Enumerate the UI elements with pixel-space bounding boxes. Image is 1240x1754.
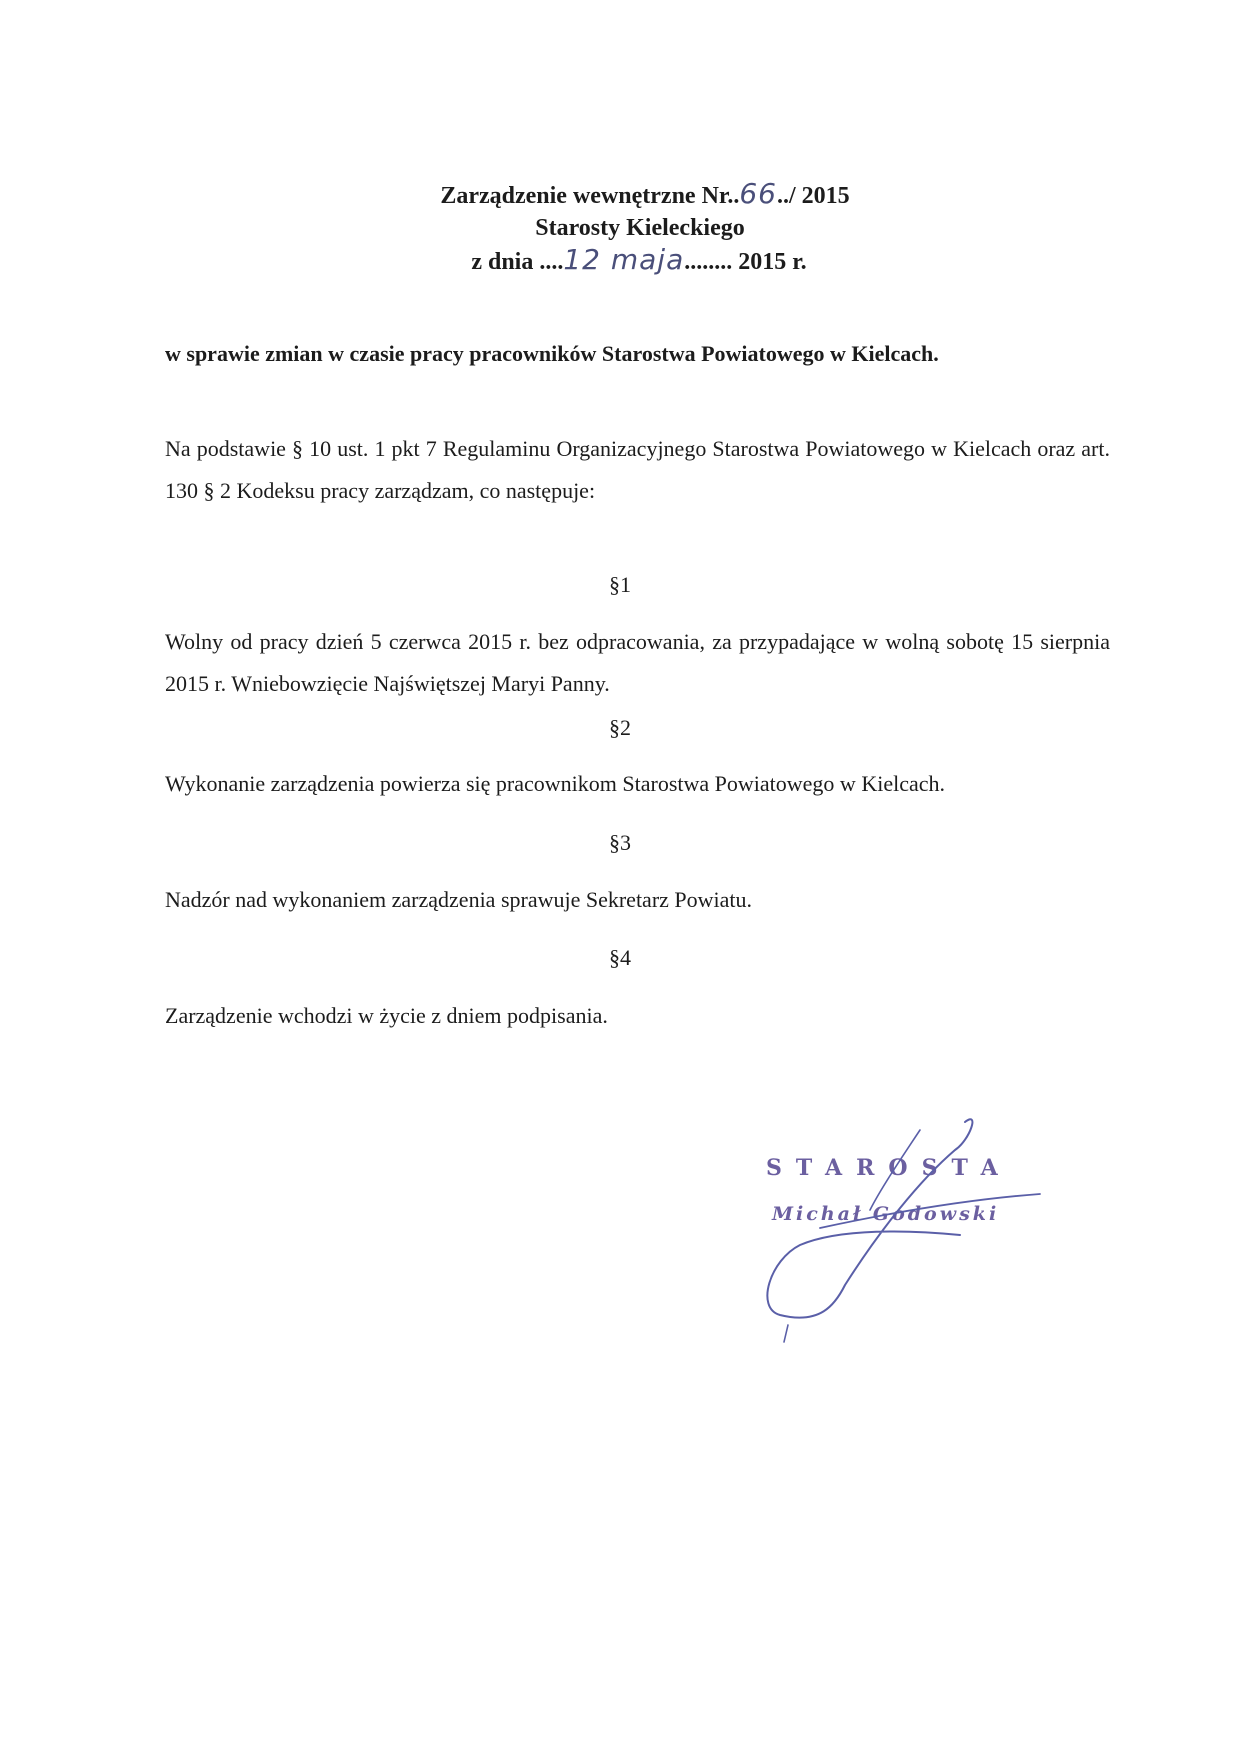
handwritten-signature [760,1110,1060,1350]
section-text-2: Wykonanie zarządzenia powierza się pracownikom Starostwa Powiatowego w Kielcach. [165,771,945,796]
section-heading-1: §1 [609,572,631,597]
stamp-title: STAROSTA [766,1155,1012,1181]
section-text-1: Wolny od pracy dzień 5 czerwca 2015 r. bez odpracowania, za przypadające w wolną sobotę 15 sierpnia 2015 r. Wniebowzięcie Najświętszej Maryi Panny. [165,629,1110,696]
order-title: Zarządzenie wewnętrzne Nr..66../ 2015 [440,177,850,210]
section-heading-4: §4 [609,945,631,970]
order-subject: w sprawie zmian w czasie pracy pracowników Starostwa Powiatowego w Kielcach. [165,341,939,366]
document-header [0,178,1240,278]
section-heading-3: §3 [609,830,631,855]
handwritten-date: 12 maja [563,243,685,276]
stamp-name: Michał Godowski [772,1203,1000,1225]
handwritten-order-number: 66 [739,177,777,210]
legal-basis: Na podstawie § 10 ust. 1 pkt 7 Regulaminu Organizacyjnego Starostwa Powiatowego w Kielcach oraz art. 130 § 2 Kodeksu pracy zarządzam, co następuje: [165,436,1110,503]
section-text-3: Nadzór nad wykonaniem zarządzenia sprawuje Sekretarz Powiatu. [165,887,753,912]
issuer-line: Starosty Kieleckiego [535,215,745,241]
section-text-4: Zarządzenie wchodzi w życie z dniem podpisania. [165,1003,608,1028]
section-heading-2: §2 [609,715,631,740]
date-line: z dnia ....12 maja........ 2015 r. [471,243,807,276]
